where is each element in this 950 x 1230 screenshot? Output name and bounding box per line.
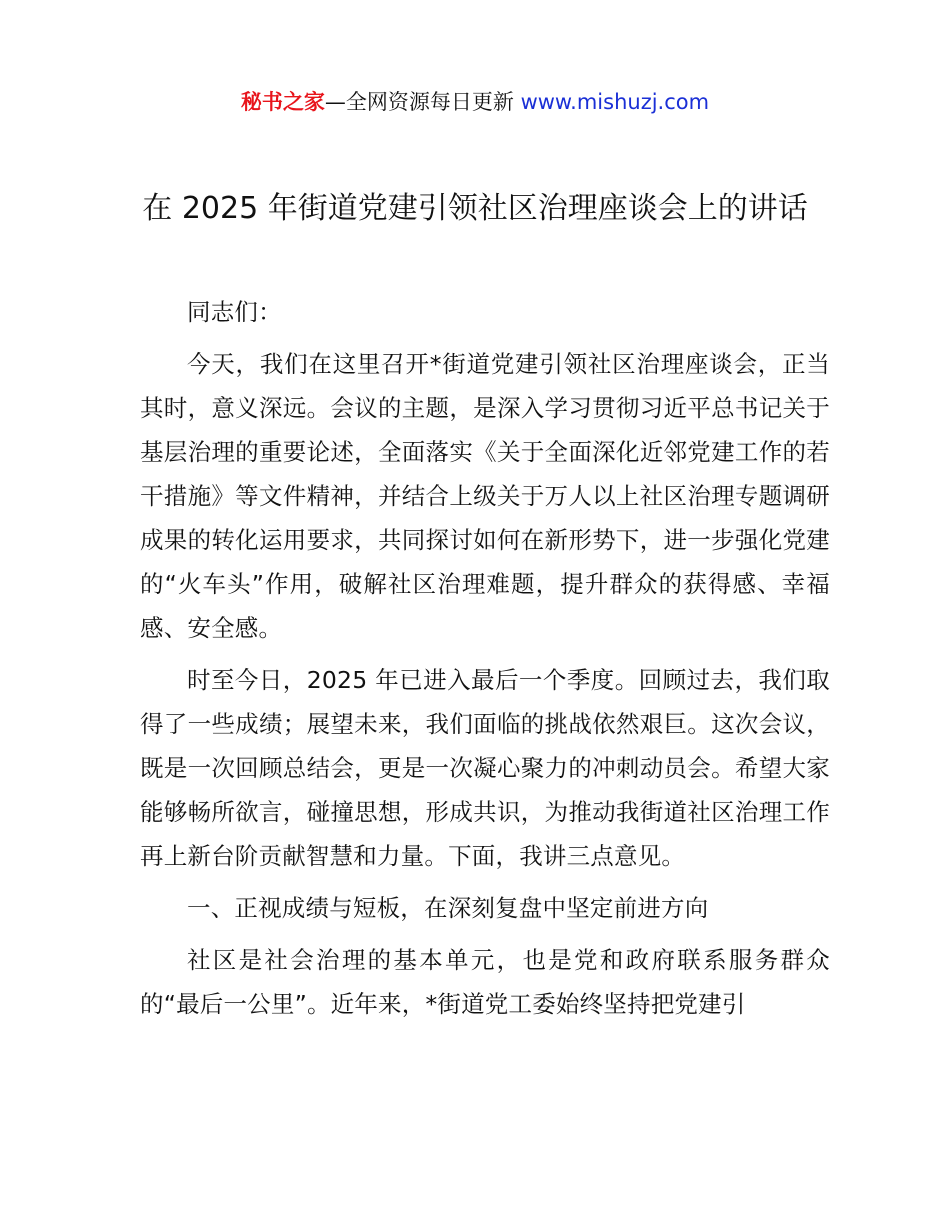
header-slogan: —全网资源每日更新: [324, 90, 521, 114]
paragraph-intro: 今天，我们在这里召开*街道党建引领社区治理座谈会，正当其时，意义深远。会议的主题，是深入学习贯彻习近平总书记关于基层治理的重要论述，全面落实《关于全面深化近邻党建工作的若干措施》等文件精神，并结合上级关于万人以上社区治理专题调研成果的转化运用要求，共同探讨如何在新形势下，进一步强化党建的“火车头”作用，破解社区治理难题，提升群众的获得感、幸福感、安全感。: [140, 350, 830, 642]
brand-name: 秘书之家: [240, 90, 325, 114]
document-title: 在 2025 年街道党建引领社区治理座谈会上的讲话: [142, 191, 808, 226]
site-header: [0, 88, 950, 116]
document-body: [140, 290, 830, 1034]
paragraph-section-1: 社区是社会治理的基本单元，也是党和政府联系服务群众的“最后一公里”。近年来，*街道党工委始终坚持把党建引: [140, 946, 830, 1018]
site-url-link[interactable]: www.mishuzj.com: [520, 90, 710, 114]
paragraph-review: 时至今日，2025 年已进入最后一个季度。回顾过去，我们取得了一些成绩；展望未来，我们面临的挑战依然艰巨。这次会议，既是一次回顾总结会，更是一次凝心聚力的冲刺动员会。希望大家能够畅所欲言，碰撞思想，形成共识，为推动我街道社区治理工作再上新台阶贡献智慧和力量。下面，我讲三点意见。: [140, 666, 830, 870]
section-heading-1: 一、正视成绩与短板，在深刻复盘中坚定前进方向: [187, 894, 709, 922]
salutation: 同志们：: [187, 298, 282, 326]
